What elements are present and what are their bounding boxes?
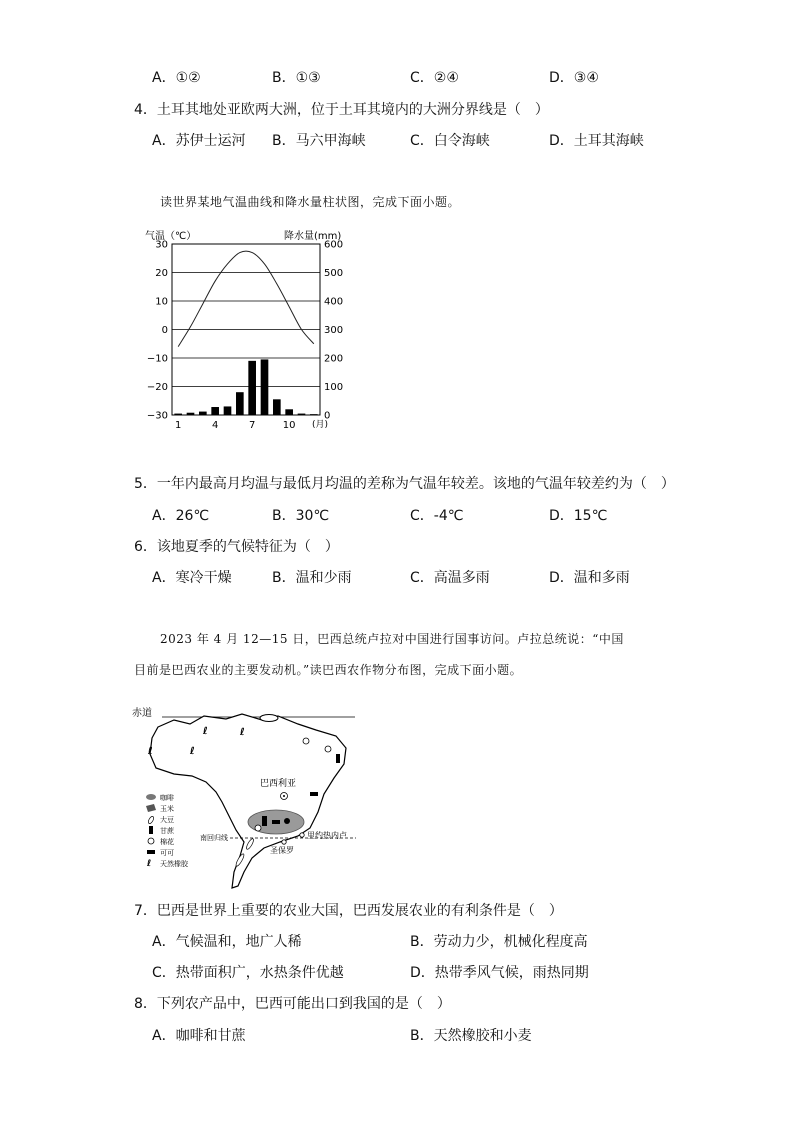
q4-option-a: A．苏伊士运河: [152, 133, 246, 149]
q7-question: 7．巴西是世界上重要的农业大国，巴西发展农业的有利条件是（ ）: [134, 903, 563, 919]
equator-label: 赤道: [132, 708, 152, 719]
q5-question: 5．一年内最高月均温与最低月均温的差称为气温年较差。该地的气温年较差约为（ ）: [134, 476, 675, 492]
precip-tick-label: 400: [324, 296, 344, 308]
precip-axis-label: 降水量(mm): [284, 231, 342, 242]
climate-intro: 读世界某地气温曲线和降水量柱状图，完成下面小题。: [160, 195, 461, 209]
legend-sugarcane: 甘蔗: [160, 827, 174, 835]
precip-bar: [285, 409, 293, 415]
precip-tick-label: 200: [324, 353, 344, 365]
rio-marker: [300, 833, 304, 837]
precip-tick-label: 500: [324, 268, 344, 279]
cocoa-symbol: [272, 820, 280, 824]
cotton-symbol: [255, 825, 261, 831]
climate-chart: [140, 226, 360, 436]
cotton-symbol: [325, 746, 331, 752]
rio-label: 里约热内卢: [307, 831, 347, 840]
q4-option-c: C．白令海峡: [410, 133, 490, 149]
precip-bar: [224, 406, 232, 415]
q7-option-a: A．气候温和，地广人稀: [152, 934, 302, 950]
q5-option-d: D．15℃: [549, 508, 608, 524]
sao-paulo-marker: [282, 840, 286, 844]
temp-tick-label: 30: [155, 239, 168, 251]
temp-tick-label: −20: [146, 382, 168, 393]
month-tick-label: 7: [248, 420, 256, 431]
precip-bar: [298, 414, 306, 415]
legend-soybean: 大豆: [160, 816, 174, 824]
q6-option-a: A．寒冷干燥: [152, 570, 232, 586]
month-tick-label: 4: [211, 420, 219, 431]
precip-bar: [174, 414, 182, 415]
q6-option-c: C．高温多雨: [410, 570, 490, 586]
precip-tick-label: 300: [324, 325, 344, 336]
precip-bar: [187, 413, 195, 415]
precip-bar: [273, 399, 281, 415]
sugarcane-legend-icon: [149, 826, 153, 834]
precip-tick-label: 0: [324, 410, 331, 422]
q3-option-d: D．③④: [549, 70, 599, 86]
q7-option-d: D．热带季风气候，雨热同期: [410, 965, 589, 981]
q5-option-b: B．30℃: [272, 508, 330, 524]
rubber-legend-icon: ℓ: [147, 859, 152, 869]
legend-cotton: 棉花: [160, 838, 174, 846]
temp-tick-label: 20: [155, 268, 168, 279]
q8-question: 8．下列农产品中，巴西可能出口到我国的是（ ）: [134, 996, 451, 1012]
precip-bar: [310, 414, 318, 415]
brazil-intro-line1: 2023 年 4 月 12—15 日，巴西总统卢拉对中国进行国事访问。卢拉总统说：“中国: [160, 632, 624, 646]
q6-option-b: B．温和少雨: [272, 570, 352, 586]
q6-question: 6．该地夏季的气候特征为（ ）: [134, 539, 339, 555]
q4-option-b: B．马六甲海峡: [272, 133, 366, 149]
rubber-symbol: ℓ: [148, 746, 153, 757]
precip-bar: [261, 359, 269, 415]
q6-option-d: D．温和多雨: [549, 570, 630, 586]
q8-option-b: B．天然橡胶和小麦: [410, 1028, 532, 1044]
precip-bar: [211, 407, 219, 415]
precipitation-bars: [174, 359, 317, 415]
brazil-intro-line2: 目前是巴西农业的主要发动机。”读巴西农作物分布图，完成下面小题。: [134, 663, 523, 677]
temperature-curve: [178, 251, 314, 346]
precip-tick-label: 100: [324, 382, 344, 393]
gridlines: [172, 273, 320, 387]
temp-axis-label: 气温（℃）: [145, 231, 197, 242]
rubber-symbol: ℓ: [203, 726, 208, 737]
q3-option-c: C．②④: [410, 70, 459, 86]
legend-coffee: 咖啡: [160, 794, 174, 802]
month-tick-label: 10: [282, 420, 296, 431]
map-legend: [146, 793, 189, 869]
temp-tick-label: −10: [146, 353, 168, 365]
cotton-legend-icon: [148, 838, 154, 844]
q4-option-d: D．土耳其海峡: [549, 133, 644, 149]
temp-tick-label: 0: [161, 325, 168, 336]
precip-tick-label: 600: [324, 239, 344, 251]
precip-bar: [236, 392, 244, 415]
sugarcane-symbol: [336, 754, 340, 763]
q5-option-a: A．26℃: [152, 508, 210, 524]
q5-option-c: C．-4℃: [410, 508, 464, 524]
amazon-mouth: [260, 715, 278, 722]
soybean-legend-icon: [147, 816, 154, 825]
rubber-symbol: ℓ: [190, 746, 195, 757]
legend-corn: 玉米: [160, 805, 174, 813]
soybean-symbol: [284, 818, 290, 824]
q4-question: 4．土耳其地处亚欧两大洲，位于土耳其境内的大洲分界线是（ ）: [134, 102, 549, 118]
month-tick-labels: [175, 420, 296, 431]
temp-tick-label: −30: [146, 410, 168, 422]
corn-legend-icon: [146, 804, 156, 812]
precip-bar: [248, 361, 256, 415]
q7-option-b: B．劳动力少，机械化程度高: [410, 934, 588, 950]
cocoa-legend-icon: [147, 850, 155, 854]
q3-option-b: B．①③: [272, 70, 321, 86]
precip-tick-labels: [324, 240, 343, 422]
q8-option-a: A．咖啡和甘蔗: [152, 1028, 246, 1044]
q7-option-c: C．热带面积广，水热条件优越: [152, 965, 344, 981]
coffee-legend-icon: [146, 794, 156, 800]
cotton-symbol: [303, 738, 309, 744]
temp-tick-labels: [147, 240, 168, 422]
brazil-crop-map: [130, 702, 360, 892]
tropic-label: 南回归线: [200, 834, 228, 842]
cocoa-symbol: [310, 792, 318, 796]
q3-option-a: A．①②: [152, 70, 201, 86]
brasilia-label: 巴西利亚: [260, 779, 297, 789]
sugarcane-symbol: [262, 816, 267, 826]
legend-rubber: 天然橡胶: [160, 860, 188, 868]
month-tick-label: 1: [174, 420, 182, 431]
legend-cocoa: 可可: [160, 849, 174, 857]
rubber-symbol: ℓ: [240, 727, 245, 738]
temp-tick-label: 10: [155, 296, 168, 308]
month-axis-label: (月): [312, 420, 329, 430]
sao-paulo-label: 圣保罗: [270, 846, 294, 855]
precip-bar: [199, 412, 207, 415]
